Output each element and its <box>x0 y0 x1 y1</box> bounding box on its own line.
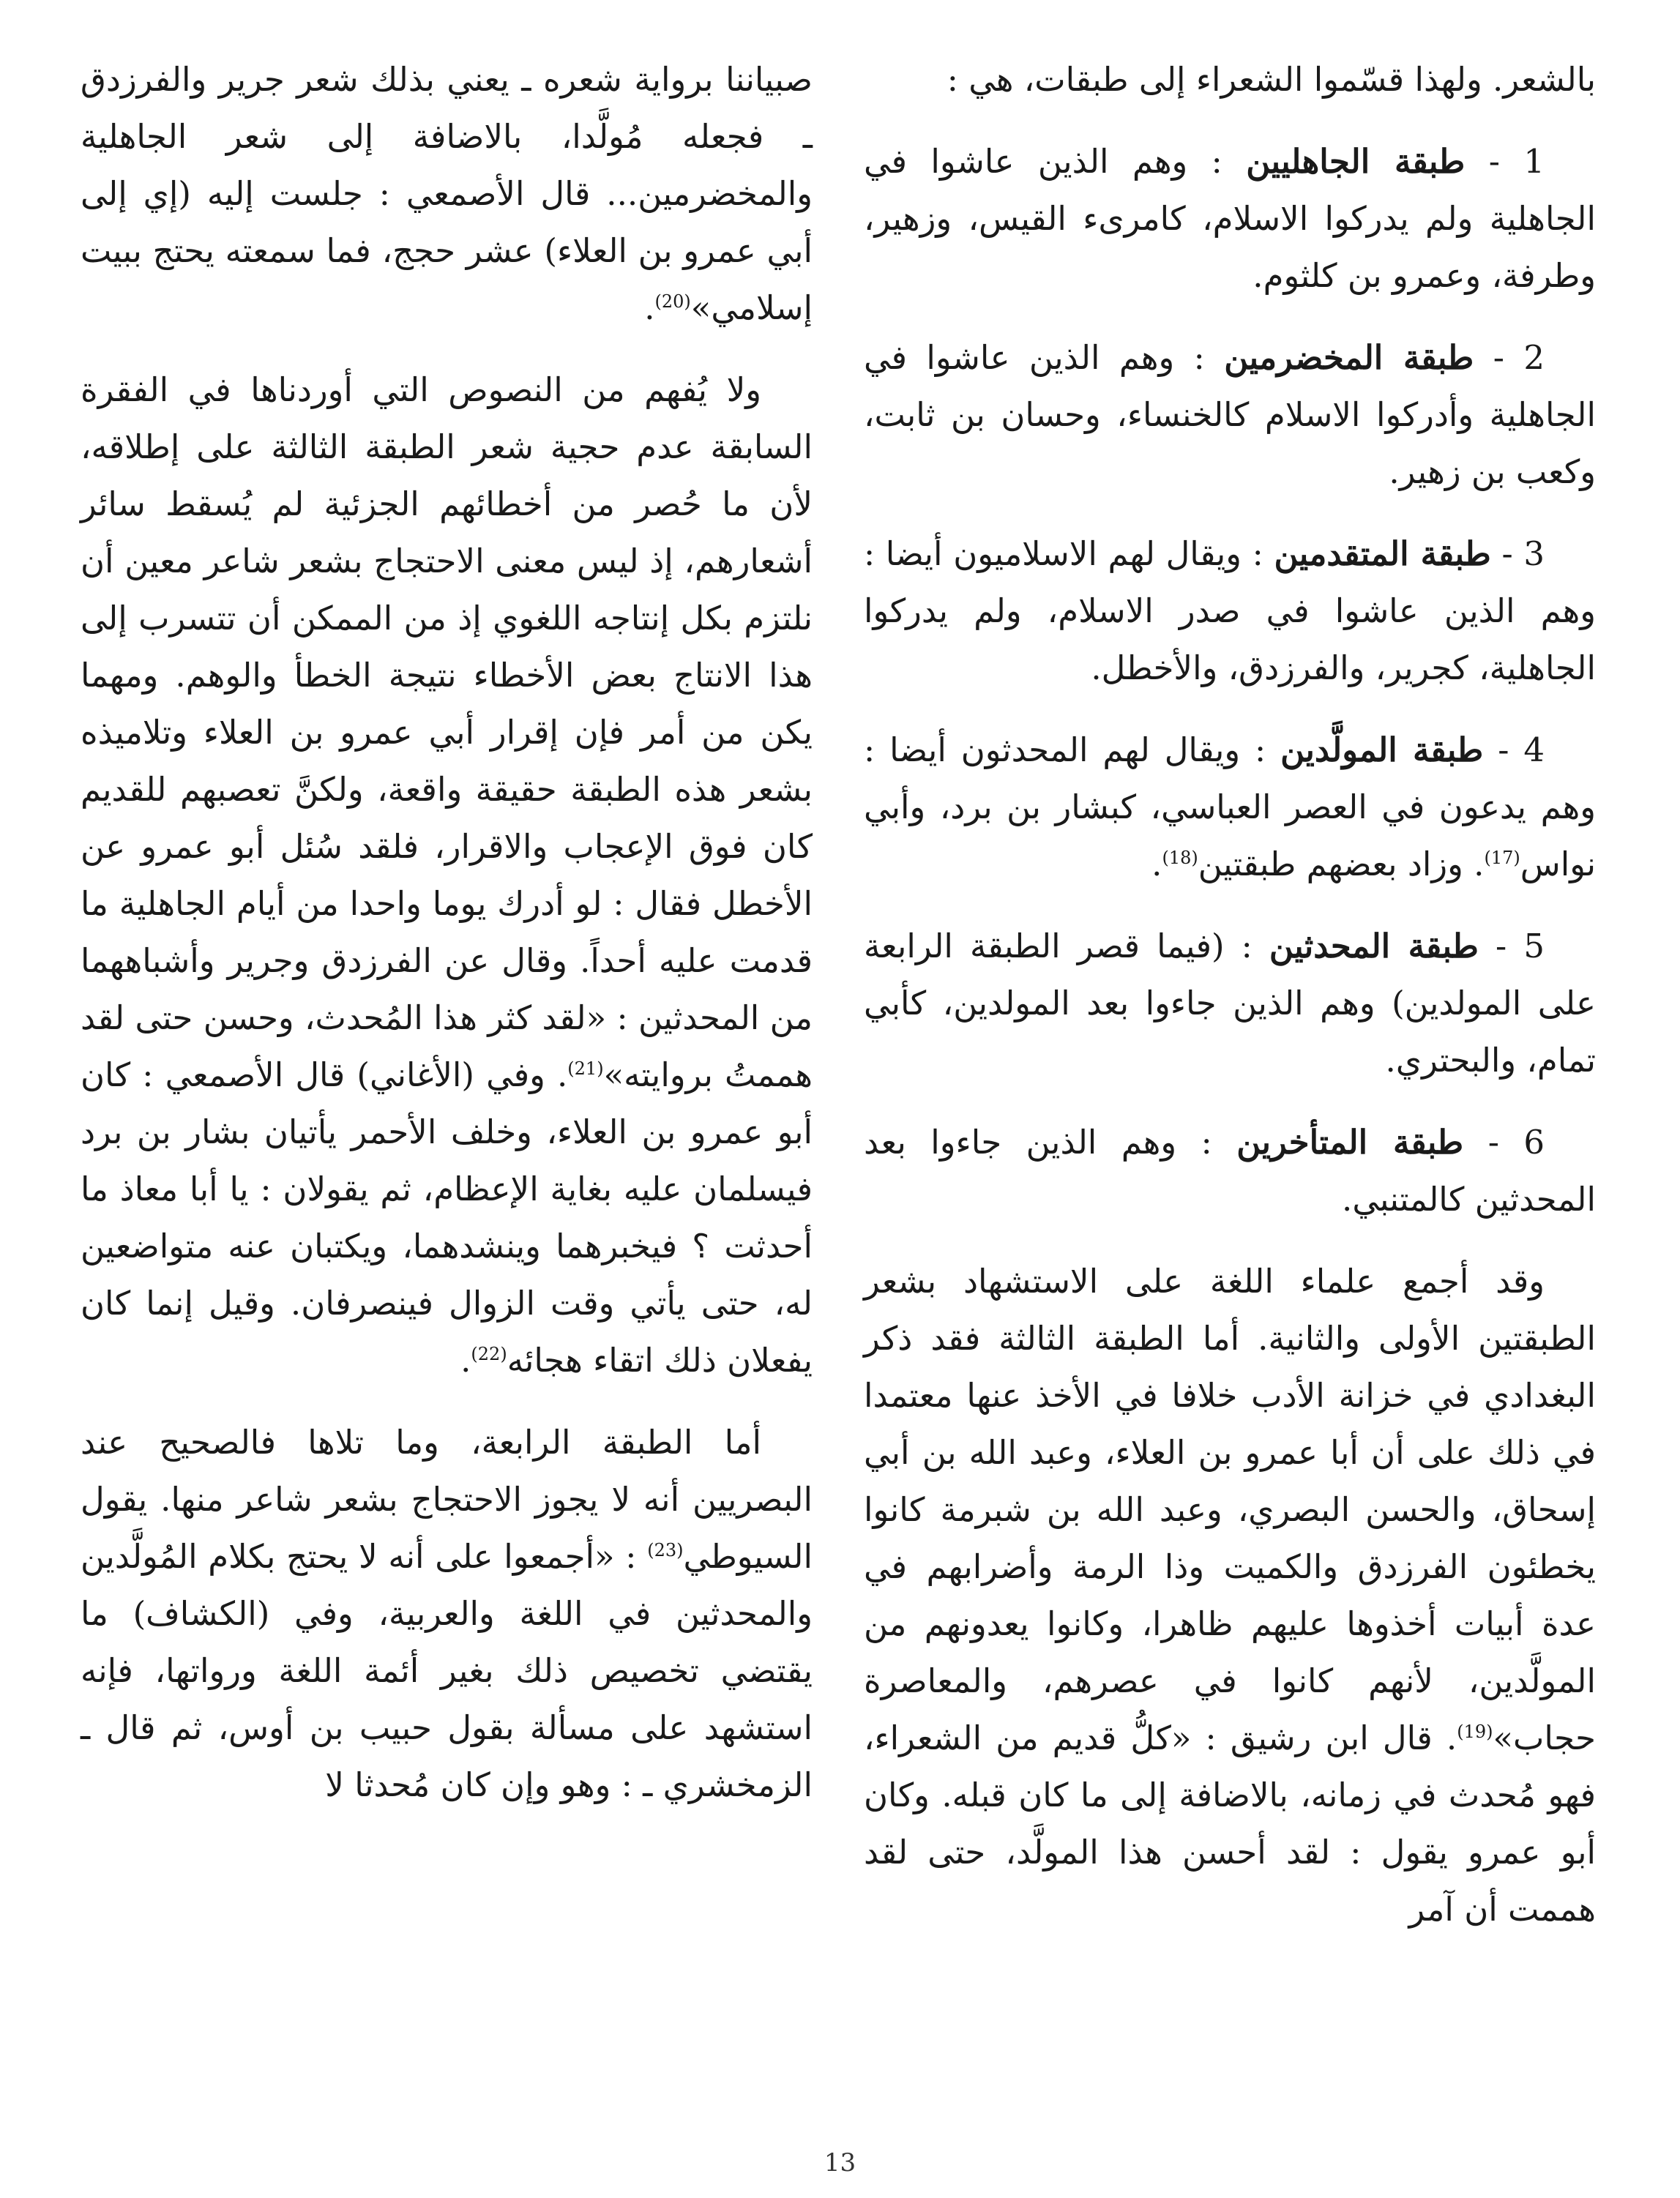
item-number: 6 - <box>1487 1123 1545 1162</box>
continuation-paragraph <box>81 51 813 337</box>
item-number: 2 - <box>1493 338 1545 377</box>
class-item-3 <box>864 526 1596 697</box>
footnote-ref-23: (23) <box>647 1540 684 1560</box>
item-text: : (فيما قصر الطبقة الرابعة على المولدين) وهم الذين جاءوا بعد المولدين، كأبي تمام، والبحتري. <box>864 927 1596 1080</box>
paragraph-text: أما الطبقة الرابعة، وما تلاها فالصحيح عند البصريين أنه لا يجوز الاحتجاج بشعر شاعر منها. يقول السيوطي <box>81 1423 813 1576</box>
footnote-ref-20: (20) <box>654 291 691 312</box>
paragraph-end: . <box>644 288 655 327</box>
item-title: طبقة المتأخرين <box>1236 1123 1464 1162</box>
item-text-continued: . وزاد بعضهم طبقتين <box>1198 845 1485 883</box>
discussion-paragraph <box>81 362 813 1389</box>
item-text: : ويقال لهم المحدثون أيضا : وهم يدعون في العصر العباسي، كبشار بن برد، وأبي نواس <box>864 730 1596 883</box>
item-number: 4 - <box>1498 730 1545 769</box>
class-item-2 <box>864 329 1596 501</box>
paragraph-text-continued: : «أجمعوا على أنه لا يحتج بكلام المُولَّدين والمحدثين في اللغة والعربية، وفي (الكشاف) ما يقتضي تخصيص ذلك بغير أئمة اللغة ورواتها، فإنه استشهد على مسألة بقول حبيب بن أوس، ثم قال ـ الزمخشري ـ : وهو وإن كان مُحدثا لا <box>81 1537 813 1804</box>
closing-paragraph <box>864 1253 1596 1938</box>
item-title: طبقة المخضرمين <box>1224 338 1474 377</box>
left-column <box>81 51 813 1839</box>
paragraph-text-continued: . وفي (الأغاني) قال الأصمعي : كان أبو عمرو بن العلاء، وخلف الأحمر يأتيان بشار بن برد فيسلمان عليه بغاية الإعظام، ثم يقولان : يا أبا معاذ ما أحدثت ؟ فيخبرهما وينشدهما، ويكتبان عنه متواضعين له، حتى يأتي وقت الزوال فينصرفان. وقيل إنما كان يفعلان ذلك اتقاء هجائه <box>81 1055 813 1380</box>
footnote-ref-18: (18) <box>1162 848 1198 868</box>
closing-text-continued: . قال ابن رشيق : «كلُّ قديم من الشعراء، فهو مُحدث في زمانه، بالاضافة إلى ما كان قبله. وكان أبو عمرو يقول : لقد أحسن هذا المولَّد، حتى لقد هممت أن آمر <box>864 1719 1596 1929</box>
item-text: : وهم الذين عاشوا في الجاهلية وأدركوا الاسلام كالخنساء، وحسان بن ثابت، وكعب بن زهير. <box>864 338 1596 491</box>
item-number: 3 - <box>1501 534 1545 573</box>
fourth-class-paragraph <box>81 1414 813 1814</box>
footnote-ref-22: (22) <box>471 1344 507 1364</box>
item-title: طبقة المحدثين <box>1269 927 1479 965</box>
item-text-end: . <box>1151 845 1162 883</box>
class-item-6 <box>864 1114 1596 1228</box>
item-title: طبقة الجاهليين <box>1246 142 1466 181</box>
item-text: : ويقال لهم الاسلاميون أيضا : وهم الذين عاشوا في صدر الاسلام، ولم يدركوا الجاهلية، كجرير، والفرزدق، والأخطل. <box>864 534 1596 687</box>
footnote-ref-17: (17) <box>1484 848 1520 868</box>
intro-line: بالشعر. ولهذا قسّموا الشعراء إلى طبقات، هي : <box>947 60 1596 99</box>
footnote-ref-19: (19) <box>1457 1722 1493 1742</box>
item-text: : وهم الذين عاشوا في الجاهلية ولم يدركوا الاسلام، كامرىء القيس، وزهير، وطرفة، وعمرو بن كلثوم. <box>864 142 1596 295</box>
item-number: 1 - <box>1488 142 1545 181</box>
item-text: : وهم الذين جاءوا بعد المحدثين كالمتنبي. <box>864 1123 1596 1219</box>
page-number: 13 <box>824 2148 856 2178</box>
item-number: 5 - <box>1496 927 1545 965</box>
paragraph-text: صبياننا برواية شعره ـ يعني بذلك شعر جرير والفرزدق ـ فجعله مُولَّدا، بالاضافة إلى شعر الجاهلية والمخضرمين... قال الأصمعي : جلست إليه (إي إلى أبي عمرو بن العلاء) عشر حجج، فما سمعته يحتج ببيت إسلامي» <box>81 60 813 327</box>
footnote-ref-21: (21) <box>567 1058 604 1079</box>
closing-text: وقد أجمع علماء اللغة على الاستشهاد بشعر الطبقتين الأولى والثانية. أما الطبقة الثالثة فقد ذكر البغدادي في خزانة الأدب خلافا في الأخذ عنها معتمدا في ذلك على أن أبا عمرو بن العلاء، وعبد الله بن أبي إسحاق، والحسن البصري، وعبد الله بن شبرمة كانوا يخطئون الفرزدق والكميت وذا الرمة وأضرابهم في عدة أبيات أخذوها عليهم ظاهرا، وكانوا يعدونهم من المولَّدين، لأنهم كانوا في عصرهم، والمعاصرة حجاب» <box>864 1262 1596 1757</box>
class-item-4 <box>864 722 1596 893</box>
paragraph-text: ولا يُفهم من النصوص التي أوردناها في الفقرة السابقة عدم حجية شعر الطبقة الثالثة على إطلاقه، لأن ما حُصر من أخطائهم الجزئية لم يُسقط سائر أشعارهم، إذ ليس معنى الاحتجاج بشعر شاعر معين أن نلتزم بكل إنتاجه اللغوي إذ من الممكن أن تتسرب إلى هذا الانتاج بعض الأخطاء نتيجة الخطأ والوهم. ومهما يكن من أمر فإن إقرار أبي عمرو بن العلاء وتلاميذه بشعر هذه الطبقة حقيقة واقعة، ولكنَّ تعصبهم للقديم كان فوق الإعجاب والاقرار، فلقد سُئل أبو عمرو عن الأخطل فقال : لو أدرك يوما واحدا من أيام الجاهلية ما قدمت عليه أحداً. وقال عن الفرزدق وجرير وأشباههما من المحدثين : «لقد كثر هذا المُحدث، وحسن حتى لقد هممتُ بروايته» <box>81 370 813 1094</box>
class-item-1 <box>864 133 1596 304</box>
item-title: طبقة المولَّدين <box>1280 730 1484 769</box>
paragraph-end: . <box>460 1341 471 1380</box>
item-title: طبقة المتقدمين <box>1274 534 1491 573</box>
class-item-5 <box>864 918 1596 1089</box>
right-column <box>864 51 1596 1963</box>
